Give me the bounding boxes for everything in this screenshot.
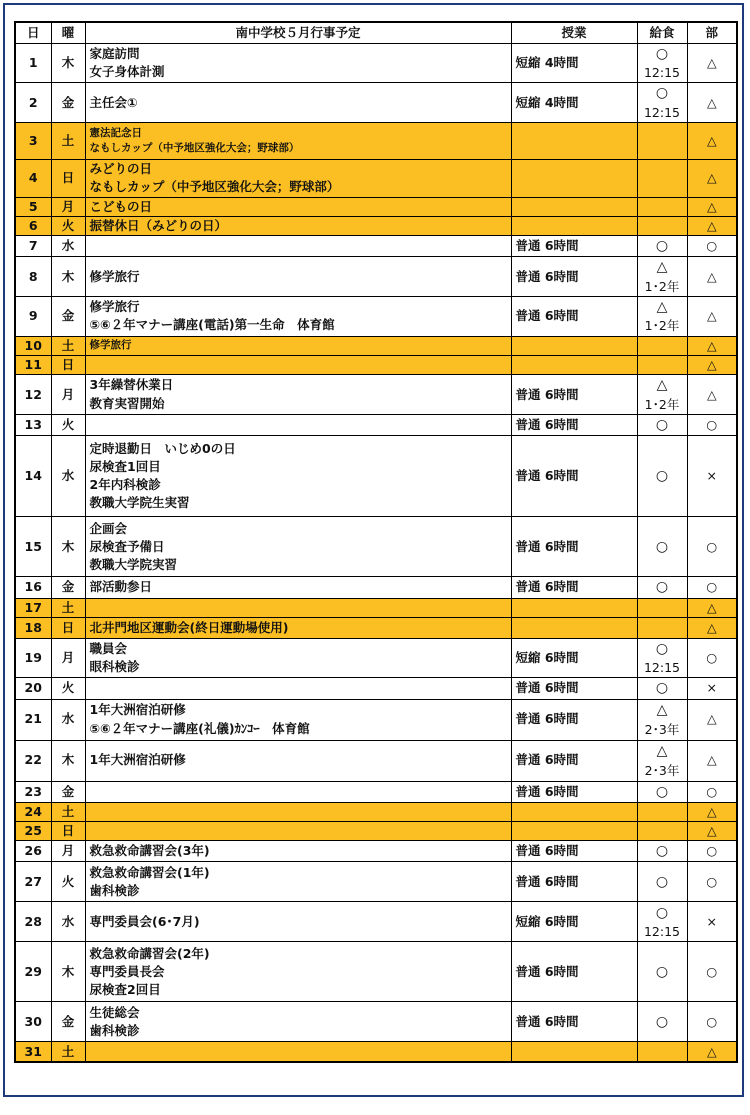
- club-cell: ○: [687, 415, 737, 436]
- day-cell: 21: [15, 699, 51, 740]
- event-line: 救急救命講習会(1年): [89, 864, 210, 880]
- lunch-cell: [637, 236, 687, 257]
- event-line: こどもの日: [89, 198, 153, 214]
- day-cell: 11: [15, 355, 51, 374]
- lunch-symbol: △: [656, 702, 668, 719]
- schedule-row: [15, 336, 737, 355]
- event-line: 尿検査2回目: [89, 981, 161, 997]
- lunch-note: 12:15: [643, 65, 681, 81]
- day-cell: 16: [15, 577, 51, 598]
- day-cell: 17: [15, 598, 51, 617]
- schedule-body: [15, 44, 737, 1062]
- class-hours-cell: 短縮 4時間: [511, 44, 637, 83]
- day-cell: 12: [15, 375, 51, 415]
- class-hours-cell: 普通 6時間: [511, 740, 637, 781]
- club-cell: △: [687, 821, 737, 840]
- class-hours-cell: 普通 6時間: [511, 436, 637, 517]
- day-cell: 2: [15, 83, 51, 122]
- lunch-cell: [637, 122, 687, 159]
- events-cell: [85, 740, 511, 781]
- class-hours-cell: 普通 6時間: [511, 678, 637, 699]
- events-cell: [85, 617, 511, 638]
- lunch-cell: [637, 841, 687, 862]
- lunch-symbol: ○: [655, 85, 669, 102]
- day-cell: 23: [15, 781, 51, 802]
- lunch-symbol: ○: [655, 843, 669, 860]
- lunch-cell: [637, 375, 687, 415]
- events-cell: [85, 638, 511, 677]
- class-hours-cell: 普通 6時間: [511, 257, 637, 296]
- day-cell: 8: [15, 257, 51, 296]
- lunch-symbol: ○: [655, 963, 669, 980]
- day-cell: 28: [15, 902, 51, 942]
- schedule-row: [15, 699, 737, 740]
- lunch-symbol: ○: [655, 873, 669, 890]
- day-cell: 19: [15, 638, 51, 677]
- club-cell: ○: [687, 236, 737, 257]
- header-row: [15, 22, 737, 44]
- schedule-row: [15, 197, 737, 216]
- class-hours-cell: 短縮 4時間: [511, 83, 637, 122]
- schedule-row: [15, 517, 737, 577]
- event-line: 1年大洲宿泊研修: [89, 702, 186, 718]
- day-cell: 3: [15, 122, 51, 159]
- class-hours-cell: [511, 197, 637, 216]
- club-cell: ○: [687, 781, 737, 802]
- schedule-row: [15, 617, 737, 638]
- class-hours-cell: 普通 6時間: [511, 1002, 637, 1042]
- events-cell: [85, 598, 511, 617]
- weekday-cell: 水: [51, 436, 85, 517]
- events-cell: [85, 236, 511, 257]
- club-cell: ×: [687, 436, 737, 517]
- class-hours-cell: [511, 216, 637, 235]
- club-cell: △: [687, 355, 737, 374]
- club-cell: ×: [687, 902, 737, 942]
- events-cell: [85, 44, 511, 83]
- club-cell: △: [687, 336, 737, 355]
- lunch-cell: [637, 44, 687, 83]
- event-line: 歯科検診: [89, 882, 140, 898]
- schedule-row: [15, 862, 737, 902]
- schedule-row: [15, 159, 737, 197]
- club-cell: △: [687, 740, 737, 781]
- class-hours-cell: [511, 821, 637, 840]
- class-hours-cell: 普通 6時間: [511, 236, 637, 257]
- class-hours-cell: [511, 1042, 637, 1062]
- class-hours-cell: 普通 6時間: [511, 841, 637, 862]
- schedule-row: [15, 415, 737, 436]
- class-hours-cell: 普通 6時間: [511, 781, 637, 802]
- club-cell: △: [687, 197, 737, 216]
- day-cell: 9: [15, 296, 51, 336]
- club-cell: ○: [687, 517, 737, 577]
- weekday-cell: 土: [51, 1042, 85, 1062]
- day-cell: 4: [15, 159, 51, 197]
- club-cell: △: [687, 216, 737, 235]
- club-cell: ○: [687, 577, 737, 598]
- lunch-cell: [637, 415, 687, 436]
- schedule-row: [15, 1042, 737, 1062]
- schedule-row: [15, 44, 737, 83]
- lunch-cell: [637, 781, 687, 802]
- event-line: 専門委員会(6･7月): [89, 913, 200, 929]
- events-cell: [85, 159, 511, 197]
- event-line: 修学旅行: [89, 268, 140, 284]
- schedule-row: [15, 598, 737, 617]
- weekday-cell: 土: [51, 122, 85, 159]
- lunch-cell: [637, 1042, 687, 1062]
- event-line: 生徒総会: [89, 1004, 140, 1020]
- lunch-cell: [637, 159, 687, 197]
- day-cell: 10: [15, 336, 51, 355]
- weekday-cell: 水: [51, 902, 85, 942]
- event-line: ⑤⑥２年マナー講座(礼儀)ｶﾝｺｰ 体育館: [89, 720, 310, 736]
- day-cell: 24: [15, 802, 51, 821]
- day-cell: 20: [15, 678, 51, 699]
- header-class: 授業: [511, 22, 637, 44]
- schedule-row: [15, 942, 737, 1002]
- day-cell: 5: [15, 197, 51, 216]
- lunch-note: 1･2年: [644, 318, 680, 334]
- lunch-cell: [637, 862, 687, 902]
- club-cell: △: [687, 375, 737, 415]
- events-cell: [85, 415, 511, 436]
- lunch-cell: [637, 577, 687, 598]
- events-cell: [85, 577, 511, 598]
- schedule-row: [15, 257, 737, 296]
- weekday-cell: 日: [51, 159, 85, 197]
- event-line: 企画会: [89, 520, 128, 536]
- events-cell: [85, 375, 511, 415]
- club-cell: △: [687, 598, 737, 617]
- events-cell: [85, 436, 511, 517]
- events-cell: [85, 355, 511, 374]
- lunch-cell: [637, 802, 687, 821]
- lunch-cell: [637, 740, 687, 781]
- event-line: 振替休日（みどりの日）: [89, 217, 228, 233]
- lunch-cell: [637, 598, 687, 617]
- schedule-table: [14, 21, 738, 1063]
- class-hours-cell: 普通 6時間: [511, 942, 637, 1002]
- lunch-cell: [637, 638, 687, 677]
- events-cell: [85, 517, 511, 577]
- lunch-symbol: ○: [655, 46, 669, 62]
- weekday-cell: 木: [51, 257, 85, 296]
- day-cell: 25: [15, 821, 51, 840]
- day-cell: 29: [15, 942, 51, 1002]
- weekday-cell: 木: [51, 740, 85, 781]
- weekday-cell: 金: [51, 83, 85, 122]
- event-line: 教職大学院生実習: [89, 495, 190, 511]
- event-line: 専門委員長会: [89, 963, 165, 979]
- club-cell: △: [687, 122, 737, 159]
- schedule-row: [15, 902, 737, 942]
- event-line: ⑤⑥２年マナー講座(電話)第一生命 体育館: [89, 317, 335, 333]
- events-cell: [85, 1042, 511, 1062]
- lunch-symbol: ○: [655, 417, 669, 434]
- event-line: 教職大学院実習: [89, 556, 178, 572]
- weekday-cell: 火: [51, 216, 85, 235]
- day-cell: 7: [15, 236, 51, 257]
- event-line: 主任会①: [89, 94, 138, 110]
- event-line: 家庭訪問: [89, 46, 140, 62]
- schedule-row: [15, 436, 737, 517]
- club-cell: ○: [687, 638, 737, 677]
- class-hours-cell: [511, 122, 637, 159]
- event-line: 歯科検診: [89, 1022, 140, 1038]
- schedule-row: [15, 355, 737, 374]
- club-cell: △: [687, 1042, 737, 1062]
- lunch-cell: [637, 1002, 687, 1042]
- weekday-cell: 水: [51, 236, 85, 257]
- lunch-cell: [637, 197, 687, 216]
- class-hours-cell: [511, 159, 637, 197]
- event-line: 眼科検診: [89, 658, 140, 674]
- schedule-row: [15, 1002, 737, 1042]
- schedule-row: [15, 83, 737, 122]
- events-cell: [85, 802, 511, 821]
- weekday-cell: 火: [51, 862, 85, 902]
- class-hours-cell: [511, 336, 637, 355]
- club-cell: △: [687, 257, 737, 296]
- event-line: 尿検査予備日: [89, 538, 165, 554]
- class-hours-cell: [511, 355, 637, 374]
- class-hours-cell: [511, 617, 637, 638]
- club-cell: △: [687, 802, 737, 821]
- club-cell: △: [687, 159, 737, 197]
- event-line: 3年繰替休業日: [89, 377, 174, 393]
- lunch-symbol: ○: [655, 238, 669, 255]
- class-hours-cell: [511, 598, 637, 617]
- schedule-row: [15, 122, 737, 159]
- lunch-symbol: △: [656, 299, 668, 316]
- weekday-cell: 土: [51, 336, 85, 355]
- lunch-symbol: ○: [655, 680, 669, 697]
- club-cell: △: [687, 617, 737, 638]
- lunch-cell: [637, 83, 687, 122]
- class-hours-cell: 普通 6時間: [511, 862, 637, 902]
- events-cell: [85, 902, 511, 942]
- lunch-symbol: △: [656, 743, 668, 760]
- day-cell: 31: [15, 1042, 51, 1062]
- day-cell: 6: [15, 216, 51, 235]
- schedule-row: [15, 577, 737, 598]
- weekday-cell: 金: [51, 296, 85, 336]
- day-cell: 18: [15, 617, 51, 638]
- events-cell: [85, 942, 511, 1002]
- lunch-cell: [637, 257, 687, 296]
- weekday-cell: 土: [51, 598, 85, 617]
- weekday-cell: 月: [51, 197, 85, 216]
- schedule-row: [15, 821, 737, 840]
- events-cell: [85, 122, 511, 159]
- day-cell: 15: [15, 517, 51, 577]
- events-cell: [85, 197, 511, 216]
- club-cell: ○: [687, 1002, 737, 1042]
- class-hours-cell: [511, 802, 637, 821]
- weekday-cell: 火: [51, 415, 85, 436]
- lunch-cell: [637, 902, 687, 942]
- class-hours-cell: 普通 6時間: [511, 375, 637, 415]
- day-cell: 22: [15, 740, 51, 781]
- club-cell: △: [687, 296, 737, 336]
- lunch-cell: [637, 678, 687, 699]
- day-cell: 26: [15, 841, 51, 862]
- day-cell: 13: [15, 415, 51, 436]
- events-cell: [85, 862, 511, 902]
- lunch-cell: [637, 355, 687, 374]
- schedule-row: [15, 296, 737, 336]
- lunch-symbol: ○: [655, 468, 669, 485]
- weekday-cell: 月: [51, 841, 85, 862]
- events-cell: [85, 216, 511, 235]
- lunch-symbol: △: [656, 259, 668, 276]
- class-hours-cell: 普通 6時間: [511, 517, 637, 577]
- schedule-row: [15, 638, 737, 677]
- events-cell: [85, 821, 511, 840]
- events-cell: [85, 678, 511, 699]
- schedule-row: [15, 740, 737, 781]
- event-line: 教育実習開始: [89, 395, 165, 411]
- events-cell: [85, 83, 511, 122]
- lunch-symbol: ○: [655, 579, 669, 596]
- day-cell: 1: [15, 44, 51, 83]
- event-line: なもしカップ（中予地区強化大会；野球部）: [89, 179, 340, 195]
- header-day: 日: [15, 22, 51, 44]
- class-hours-cell: 普通 6時間: [511, 577, 637, 598]
- weekday-cell: 土: [51, 802, 85, 821]
- club-cell: ○: [687, 862, 737, 902]
- lunch-symbol: ○: [655, 783, 669, 800]
- lunch-cell: [637, 296, 687, 336]
- header-title: 南中学校５月行事予定: [85, 22, 511, 44]
- class-hours-cell: 短縮 6時間: [511, 638, 637, 677]
- weekday-cell: 日: [51, 821, 85, 840]
- event-line: 修学旅行: [89, 339, 132, 352]
- event-line: 北井門地区運動会(終日運動場使用): [89, 619, 289, 635]
- club-cell: ○: [687, 841, 737, 862]
- event-line: 救急救命講習会(2年): [89, 945, 210, 961]
- day-cell: 30: [15, 1002, 51, 1042]
- lunch-symbol: △: [656, 377, 668, 394]
- event-line: 定時退勤日 いじめ0の日: [89, 441, 236, 457]
- club-cell: △: [687, 44, 737, 83]
- club-cell: ○: [687, 942, 737, 1002]
- lunch-cell: [637, 617, 687, 638]
- class-hours-cell: 短縮 6時間: [511, 902, 637, 942]
- lunch-cell: [637, 821, 687, 840]
- schedule-row: [15, 678, 737, 699]
- lunch-cell: [637, 436, 687, 517]
- lunch-cell: [637, 336, 687, 355]
- schedule-row: [15, 216, 737, 235]
- lunch-note: 1･2年: [644, 396, 680, 412]
- lunch-symbol: ○: [655, 1013, 669, 1030]
- lunch-cell: [637, 216, 687, 235]
- lunch-symbol: ○: [655, 640, 669, 657]
- lunch-note: 12:15: [643, 660, 681, 676]
- weekday-cell: 日: [51, 617, 85, 638]
- weekday-cell: 月: [51, 375, 85, 415]
- events-cell: [85, 781, 511, 802]
- event-line: 憲法記念日: [89, 126, 142, 139]
- club-cell: △: [687, 83, 737, 122]
- class-hours-cell: 普通 6時間: [511, 296, 637, 336]
- event-line: 1年大洲宿泊研修: [89, 752, 186, 768]
- lunch-cell: [637, 699, 687, 740]
- class-hours-cell: 普通 6時間: [511, 699, 637, 740]
- club-cell: ×: [687, 678, 737, 699]
- header-lunch: 給食: [637, 22, 687, 44]
- lunch-note: 2･3年: [644, 762, 680, 778]
- events-cell: [85, 257, 511, 296]
- weekday-cell: 金: [51, 781, 85, 802]
- event-line: 2年内科検診: [89, 477, 161, 493]
- event-line: 女子身体計測: [89, 64, 165, 80]
- weekday-cell: 火: [51, 678, 85, 699]
- weekday-cell: 月: [51, 638, 85, 677]
- event-line: 救急救命講習会(3年): [89, 843, 210, 859]
- lunch-note: 12:15: [643, 923, 681, 939]
- weekday-cell: 木: [51, 44, 85, 83]
- events-cell: [85, 841, 511, 862]
- lunch-note: 12:15: [643, 104, 681, 120]
- lunch-cell: [637, 942, 687, 1002]
- events-cell: [85, 296, 511, 336]
- schedule-row: [15, 802, 737, 821]
- lunch-cell: [637, 517, 687, 577]
- weekday-cell: 水: [51, 699, 85, 740]
- weekday-cell: 木: [51, 517, 85, 577]
- day-cell: 14: [15, 436, 51, 517]
- event-line: 修学旅行: [89, 299, 140, 315]
- header-weekday: 曜: [51, 22, 85, 44]
- lunch-symbol: ○: [655, 904, 669, 921]
- event-line: なもしカップ（中予地区強化大会；野球部）: [89, 141, 300, 154]
- schedule-row: [15, 236, 737, 257]
- club-cell: △: [687, 699, 737, 740]
- class-hours-cell: 普通 6時間: [511, 415, 637, 436]
- lunch-note: 1･2年: [644, 278, 680, 294]
- weekday-cell: 金: [51, 1002, 85, 1042]
- weekday-cell: 金: [51, 577, 85, 598]
- header-club: 部: [687, 22, 737, 44]
- event-line: 部活動参日: [89, 579, 153, 595]
- schedule-row: [15, 375, 737, 415]
- event-line: 職員会: [89, 640, 128, 656]
- event-line: みどりの日: [89, 161, 153, 177]
- day-cell: 27: [15, 862, 51, 902]
- weekday-cell: 日: [51, 355, 85, 374]
- lunch-note: 2･3年: [644, 721, 680, 737]
- events-cell: [85, 699, 511, 740]
- weekday-cell: 木: [51, 942, 85, 1002]
- events-cell: [85, 336, 511, 355]
- schedule-row: [15, 841, 737, 862]
- lunch-symbol: ○: [655, 538, 669, 555]
- event-line: 尿検査1回目: [89, 459, 161, 475]
- schedule-row: [15, 781, 737, 802]
- events-cell: [85, 1002, 511, 1042]
